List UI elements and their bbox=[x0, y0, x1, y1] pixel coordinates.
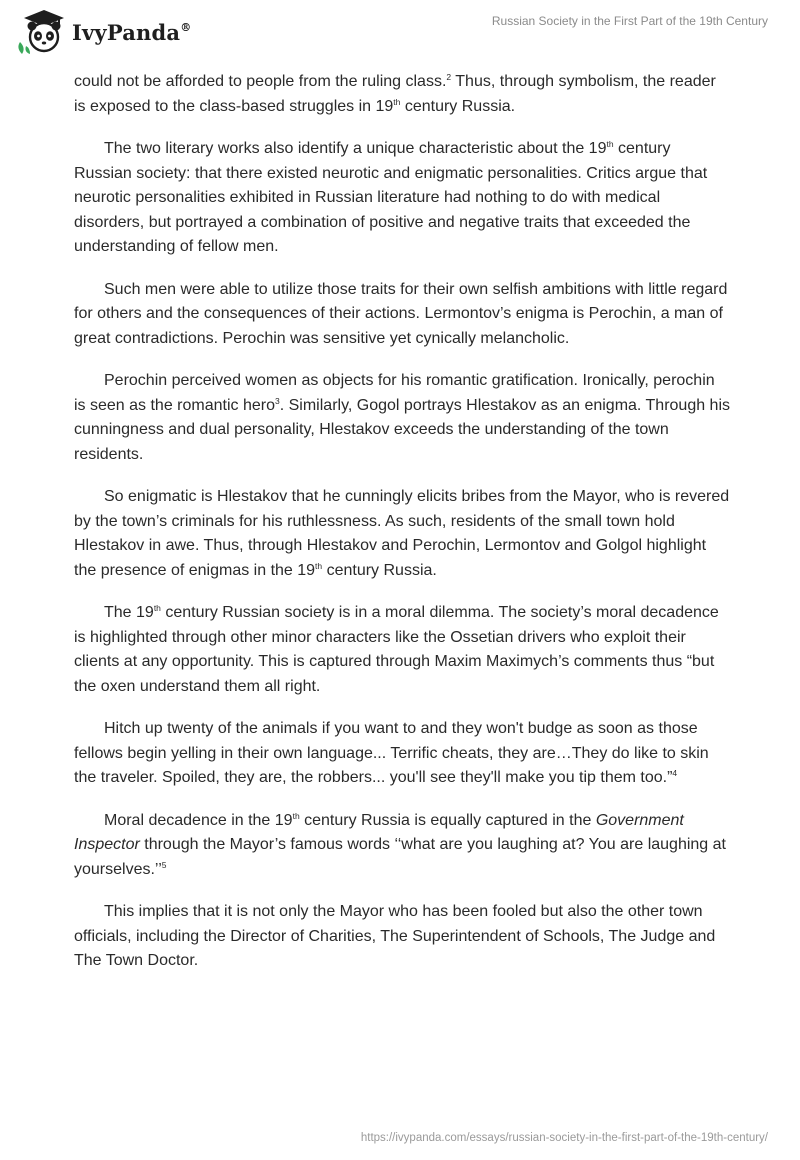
paragraph-3: Such men were able to utilize those traits for their own selfish ambitions with little regard for others and the consequences of their actions. Lermontov’s enigma is Perochin, a man of great contradictions. Perochin was sensitive yet cynically melancholic. bbox=[74, 280, 728, 347]
paragraph-2: The two literary works also identify a unique characteristic about the 19th century Russian society: that there existed neurotic and enigmatic personalities. Critics argue that neurotic personalities exhibited in Russian literature had nothing to do with medical disorders, but portrayed a combination of positive and negative traits that exceeded the understanding of fellow men. bbox=[74, 139, 708, 255]
document-title: Russian Society in the First Part of the 19th Century bbox=[491, 14, 768, 28]
paragraph-1: could not be afforded to people from the ruling class.$^2$ Thus, through symbolism, the reader is exposed to the class-based struggles in 19th century Russia. bbox=[74, 72, 716, 115]
footnote-ref-4[interactable]: 4 bbox=[672, 768, 678, 778]
footnote-ref-3[interactable]: 3 bbox=[275, 395, 280, 406]
source-url-link[interactable]: https://ivypanda.com/essays/russian-society-in-the-first-part-of-the-19th-century/ bbox=[360, 1132, 768, 1144]
footnote-ref-2[interactable]: 2 bbox=[446, 72, 452, 82]
essay-body bbox=[74, 70, 730, 992]
paragraph-9: This implies that it is not only the Mayor who has been fooled but also the other town officials, including the Director of Charities, The Superintendent of Schools, The Judge and The Town Doctor. bbox=[74, 903, 716, 969]
brand-name: IvyPanda® bbox=[72, 19, 192, 45]
paragraph-5: So enigmatic is Hlestakov that he cunningly elicits bribes from the Mayor, who is revered by the town’s criminals for his ruthlessness. As such, residents of the small town hold Hlestakov in awe. Thus, through Hlestakov and Perochin, Lermontov and Golgol highlight the presence of enigmas in the 19th century Russia. bbox=[74, 488, 730, 579]
page-header bbox=[0, 0, 800, 62]
work-title: Government Inspector bbox=[74, 811, 684, 853]
paragraph-8: Moral decadence in the 19th century Russia is equally captured in the Government Inspector through the Mayor’s famous words ‘‘what are you laughing at? You are laughing at yourselves.’’$^5$ bbox=[74, 810, 726, 878]
paragraph-4: Perochin perceived women as objects for his romantic gratification. Ironically, perochin is seen as the romantic hero$^3$. Similarly, Gogol portrays Hlestakov as an enigma. Through his cunningness and dual personality, Hlestakov exceeds the understanding of the town residents. bbox=[74, 372, 731, 463]
paragraph-6: The 19th century Russian society is in a moral dilemma. The society’s moral decadence is highlighted through other minor characters like the Ossetian drivers who exploit their clients at any opportunity. This is captured through Maxim Maximych’s comments thus “but the oxen understand them all right. bbox=[74, 603, 719, 695]
panda-graduation-cap-icon bbox=[14, 8, 70, 56]
paragraph-7: Hitch up twenty of the animals if you want to and they won't budge as soon as those fellows begin yelling in their own language... Terrific cheats, they are…They do like to skin the traveler. Spoiled, they are, the robbers... you'll see they'll make you tip them too.”$^4$ bbox=[74, 720, 709, 786]
ivypanda-logo[interactable] bbox=[14, 8, 191, 56]
footnote-ref-5[interactable]: 5 bbox=[161, 859, 167, 870]
